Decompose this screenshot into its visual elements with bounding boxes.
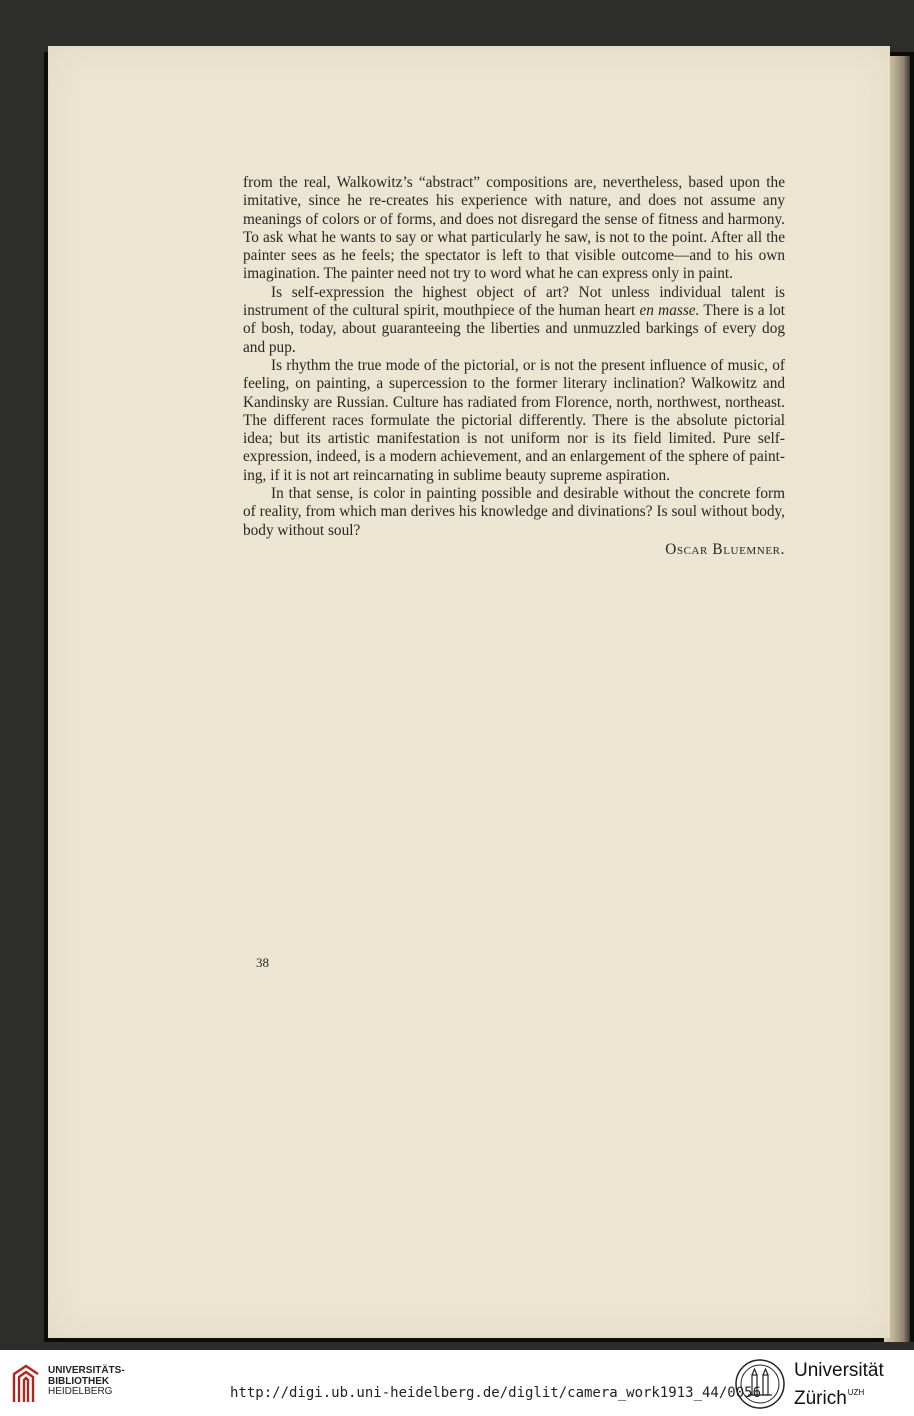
paragraph-2-rest: There is a lot of bosh, today, about guaranteeing the liberties and unmuzzled barkings of every dog and pup. xyxy=(243,302,786,356)
uzh-wordmark xyxy=(794,1360,884,1410)
uzh-superscript: UZH xyxy=(847,1388,865,1397)
paragraph-2-text: Is self-expression the highest object of art? Not unless individual talent is instrument of the cultural spirit, mouthpiece of the human heart xyxy=(243,283,785,320)
paragraph-1: from the real, Walkowitz’s “abstract” compositions are, nevertheless, based upon the imitative, since he re-creates his experience with nature, and does not assume any meanings of colors or of forms, and does not disregard the sense of fitness and harmony. To ask what he wants to say or what particularly he saw, is not to the point. After all the painter sees as he feels; the spectator is left to that visible outcome—and to his own imagination. The painter need not try to word what he can express only in paint. xyxy=(243,174,785,283)
author-signature: Oscar Bluemner. xyxy=(665,540,785,558)
paragraph-2 xyxy=(243,284,785,357)
page-number: 38 xyxy=(256,955,269,970)
library-line-1: UNIVERSITÄTS- xyxy=(48,1365,125,1376)
library-line-2: BIBLIOTHEK xyxy=(48,1375,110,1387)
uzh-line-1: Universität xyxy=(794,1360,884,1381)
heidelberg-library-logo-icon xyxy=(10,1364,42,1404)
paragraph-2-italic: en masse. xyxy=(639,302,700,320)
permalink-url[interactable]: http://digi.ub.uni-heidelberg.de/diglit/camera_work1913_44/0056 xyxy=(230,1385,762,1401)
uzh-seal-icon xyxy=(734,1358,786,1410)
paragraph-4: In that sense, is color in painting possible and desirable without the concrete form of reality, from which man derives his knowledge and divinations? Is soul without body, body without soul? xyxy=(243,485,785,539)
article-text xyxy=(243,174,785,559)
library-line-3: HEIDELBERG xyxy=(48,1386,113,1397)
uzh-line-2 xyxy=(794,1382,884,1410)
viewer-footer xyxy=(0,1350,914,1416)
uzh-line-2-text: Zürich xyxy=(794,1388,847,1409)
heidelberg-library-name xyxy=(48,1366,125,1398)
paragraph-3: Is rhythm the true mode of the pictorial, or is not the present influence of music, of feeling, on painting, a supercession to the former literary inclination? Walkowitz and Kandinsky are Russian. Culture has radiated from Florence, north, northwest, northeast. The different races formulate the pictorial differently. There is the absolute pictorial idea; but its artistic manifestation is not uniform nor is its field limited. Pure self-expression, indeed, is a modern achievement, and an enlargement of the sphere of painting, if it is not art reincarnating in sublime beauty supreme aspiration. xyxy=(243,356,785,484)
